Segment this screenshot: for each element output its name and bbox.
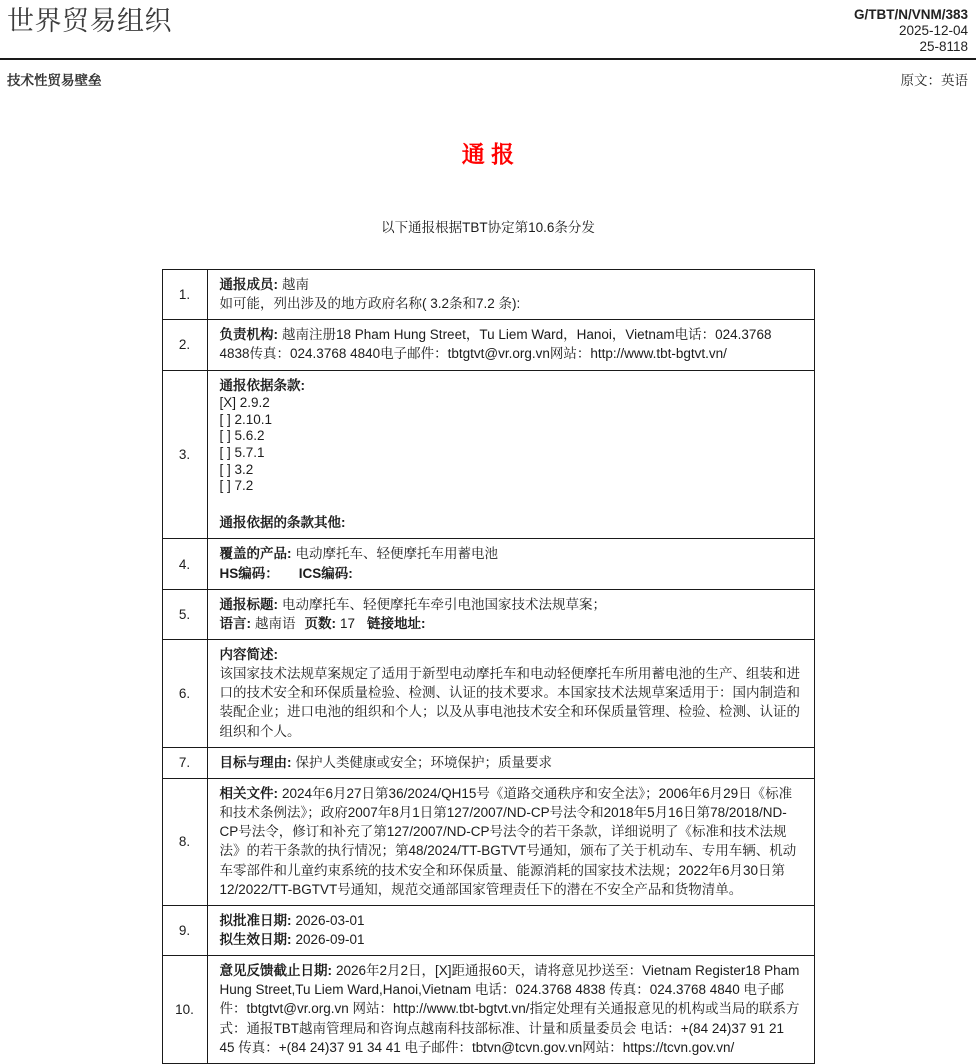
provision-option: [ ] 2.10.1 bbox=[219, 411, 273, 427]
field-label: 通报依据条款: bbox=[219, 377, 305, 393]
table-row-6 bbox=[162, 639, 814, 747]
entry-into-force-label: 拟生效日期: bbox=[219, 932, 292, 947]
field-label: 通报标题: bbox=[219, 596, 278, 612]
entry-into-force-line bbox=[220, 930, 802, 949]
field-label: 相关文件: bbox=[219, 785, 278, 801]
language-pages-line bbox=[220, 614, 802, 633]
provision-option: [ ] 5.7.1 bbox=[219, 444, 265, 460]
provision-option: [ ] 3.2 bbox=[219, 461, 254, 477]
language-label: 语言: bbox=[219, 615, 251, 631]
relevant-documents-line bbox=[220, 784, 802, 899]
row-number: 6. bbox=[162, 639, 207, 747]
table-row-2 bbox=[162, 320, 814, 370]
field-label: 目标与理由: bbox=[219, 754, 292, 770]
row-number: 8. bbox=[162, 778, 207, 905]
distribution-note: 以下通报根据TBT协定第10.6条分发 bbox=[381, 220, 595, 235]
row-number: 2. bbox=[162, 320, 207, 370]
table-row-4 bbox=[162, 539, 814, 589]
row-number: 4. bbox=[162, 539, 207, 589]
provision-option: [X] 2.9.2 bbox=[219, 394, 270, 410]
adoption-date-value: 2026-03-01 bbox=[295, 912, 365, 928]
doc-number: G/TBT/N/VNM/383 bbox=[853, 7, 968, 22]
doc-date: 2025-12-04 bbox=[898, 23, 968, 38]
table-row-8 bbox=[162, 778, 814, 905]
field-label: 覆盖的产品: bbox=[219, 546, 292, 562]
notification-table bbox=[162, 269, 815, 1064]
field-value: 电动摩托车、轻便摩托车牵引电池国家技术法规草案； bbox=[282, 596, 606, 612]
table-row-3 bbox=[162, 370, 814, 539]
page-title: 通 报 bbox=[461, 141, 515, 167]
field-value: 保护人类健康或安全；环境保护；质量要求 bbox=[295, 754, 552, 770]
entry-into-force-value: 2026-09-01 bbox=[295, 932, 365, 947]
row-number: 1. bbox=[162, 270, 207, 320]
objective-line bbox=[220, 753, 802, 772]
local-government-note: 如可能，列出涉及的地方政府名称( 3.2条和7.2 条): bbox=[219, 296, 521, 312]
codes-line bbox=[220, 564, 802, 583]
row-number: 7. bbox=[162, 747, 207, 778]
row-number: 3. bbox=[162, 370, 207, 539]
products-line bbox=[220, 544, 802, 563]
field-label: 内容简述: bbox=[219, 646, 278, 662]
field-label: 负责机构: bbox=[219, 327, 278, 343]
provision-option: [ ] 7.2 bbox=[219, 478, 254, 494]
table-row-7 bbox=[162, 747, 814, 778]
table-row-9 bbox=[162, 905, 814, 955]
section-title: 技术性贸易壁垒 bbox=[7, 73, 102, 88]
subheader bbox=[0, 60, 976, 89]
adoption-date-line bbox=[220, 911, 802, 930]
field-value: 越南注册18 Pham Hung Street，Tu Liem Ward，Hanoi，Vietnam电话：024.3768 4838传真：024.3768 4840电子邮件：tbtgtvt@vr.org.vn网站：http://www.tbt-bgtvt.vn/ bbox=[219, 327, 772, 362]
language-value: 越南语 bbox=[255, 615, 296, 631]
row-number: 10. bbox=[162, 956, 207, 1064]
field-label: 通报成员: bbox=[219, 277, 278, 292]
other-provisions-label: 通报依据的条款其他: bbox=[219, 515, 346, 531]
org-title: 世界贸易组织 bbox=[7, 6, 172, 36]
field-label: 意见反馈截止日期: bbox=[219, 963, 332, 979]
ics-code-label: ICS编码: bbox=[298, 565, 353, 581]
notifying-member-line bbox=[220, 275, 802, 294]
hs-code-label: HS编码： bbox=[219, 565, 279, 581]
agency-line bbox=[220, 325, 802, 363]
table-row-1 bbox=[162, 270, 814, 320]
table-row-5 bbox=[162, 589, 814, 639]
row-number: 9. bbox=[162, 905, 207, 955]
doc-ref: 25-8118 bbox=[919, 39, 968, 54]
description-body: 该国家技术法规草案规定了适用于新型电动摩托车和电动轻便摩托车所用蓄电池的生产、组装和进口的技术安全和环保质量检验、检测、认证的技术要求。本国家技术法规草案适用于：国内制造和装配企业；进口电池的组织和个人；以及从事电池技术安全和环保质量管理、检验、检测、认证的组织和个人。 bbox=[219, 666, 800, 739]
field-value: 电动摩托车、轻便摩托车用蓄电池 bbox=[295, 546, 498, 562]
row-number: 5. bbox=[162, 589, 207, 639]
table-row-10 bbox=[162, 956, 814, 1064]
field-value: 2026年2月2日，[X]距通报60天，请将意见抄送至：Vietnam Register18 Pham Hung Street,Tu Liem Ward,Hanoi,Vietnam 电话：024.3768 4838 传真：024.3768 4840 电子邮件：tbtgtvt@vr.org.vn 网站：http://www.tbt-bgtvt.vn/指定处理有关通报意见的机构或当局的联系方式：通报TBT越南管理局和咨询点越南科技部标准、计量和质量委员会 电话：+(84 24)37 91 21 45 传真：+(84 24)37 91 34 41 电子邮件：tbtvn@tcvn.gov.vn网站：https://tcvn.gov.vn/ bbox=[219, 963, 800, 1055]
title-line bbox=[220, 595, 802, 614]
adoption-date-label: 拟批准日期: bbox=[219, 912, 292, 928]
pages-label: 页数: bbox=[304, 615, 336, 631]
field-value: 2024年6月27日第36/2024/QH15号《道路交通秩序和安全法》；2006年6月29日《标准和技术条例法》；政府2007年8月1日第127/2007/ND-CP号法令和2018年5月16日第78/2018/ND-CP号法令，修订和补充了第127/2007/ND-CP号法令的若干条款，详细说明了《标准和技术法规法》的若干条款的执行情况；第48/2024/TT-BGTVT号通知，颁布了关于机动车、专用车辆、机动车零部件和儿童约束系统的技术安全和环保质量、能源消耗的国家技术法规；2022年6月30日第12/2022/TT-BGTVT号通知，规范交通部国家管理责任下的潜在不安全产品和货物清单。 bbox=[219, 785, 797, 897]
document-header bbox=[0, 0, 976, 55]
pages-value: 17 bbox=[340, 615, 356, 631]
field-value: 越南 bbox=[282, 277, 309, 292]
link-label: 链接地址: bbox=[367, 615, 426, 631]
comments-deadline-line bbox=[220, 961, 802, 1057]
original-language: 原文：英语 bbox=[900, 73, 968, 88]
doc-meta bbox=[854, 5, 968, 55]
blank-line bbox=[220, 495, 802, 513]
provision-option: [ ] 5.6.2 bbox=[219, 428, 265, 444]
